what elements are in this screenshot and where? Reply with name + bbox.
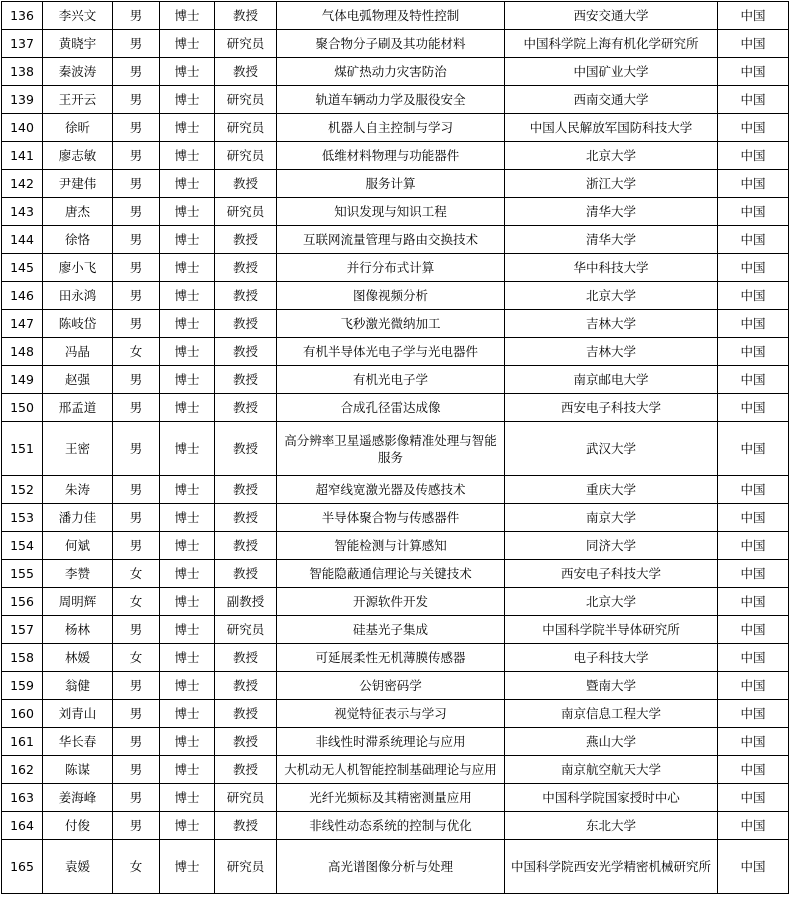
gender-cell: 男 <box>113 282 160 310</box>
gender-cell: 男 <box>113 812 160 840</box>
gender-cell: 女 <box>113 644 160 672</box>
table-row <box>2 756 789 784</box>
country-cell: 中国 <box>718 728 789 756</box>
degree-cell: 博士 <box>160 254 215 282</box>
name-cell: 唐杰 <box>43 198 113 226</box>
degree-cell: 博士 <box>160 728 215 756</box>
gender-cell: 男 <box>113 728 160 756</box>
organization-cell: 清华大学 <box>505 226 718 254</box>
table-row <box>2 114 789 142</box>
degree-cell: 博士 <box>160 532 215 560</box>
country-cell: 中国 <box>718 504 789 532</box>
row-number-cell: 161 <box>2 728 43 756</box>
degree-cell: 博士 <box>160 560 215 588</box>
job-title-cell: 研究员 <box>215 114 277 142</box>
table-row <box>2 616 789 644</box>
row-number-cell: 143 <box>2 198 43 226</box>
job-title-cell: 教授 <box>215 728 277 756</box>
organization-cell: 南京大学 <box>505 504 718 532</box>
gender-cell: 男 <box>113 30 160 58</box>
degree-cell: 博士 <box>160 170 215 198</box>
table-row <box>2 338 789 366</box>
job-title-cell: 教授 <box>215 422 277 476</box>
name-cell: 翁健 <box>43 672 113 700</box>
table-row <box>2 644 789 672</box>
organization-cell: 吉林大学 <box>505 338 718 366</box>
organization-cell: 西安电子科技大学 <box>505 394 718 422</box>
row-number-cell: 136 <box>2 2 43 30</box>
job-title-cell: 教授 <box>215 560 277 588</box>
row-number-cell: 154 <box>2 532 43 560</box>
gender-cell: 男 <box>113 310 160 338</box>
table-row <box>2 226 789 254</box>
country-cell: 中国 <box>718 282 789 310</box>
research-field-cell: 视觉特征表示与学习 <box>277 700 505 728</box>
country-cell: 中国 <box>718 812 789 840</box>
research-field-cell: 低维材料物理与功能器件 <box>277 142 505 170</box>
degree-cell: 博士 <box>160 226 215 254</box>
table-row <box>2 170 789 198</box>
organization-cell: 重庆大学 <box>505 476 718 504</box>
country-cell: 中国 <box>718 756 789 784</box>
job-title-cell: 教授 <box>215 476 277 504</box>
name-cell: 付俊 <box>43 812 113 840</box>
degree-cell: 博士 <box>160 672 215 700</box>
research-field-cell: 互联网流量管理与路由交换技术 <box>277 226 505 254</box>
table-row <box>2 672 789 700</box>
name-cell: 何斌 <box>43 532 113 560</box>
table-row <box>2 812 789 840</box>
job-title-cell: 教授 <box>215 700 277 728</box>
organization-cell: 南京邮电大学 <box>505 366 718 394</box>
job-title-cell: 教授 <box>215 756 277 784</box>
organization-cell: 同济大学 <box>505 532 718 560</box>
research-field-cell: 高分辨率卫星遥感影像精准处理与智能服务 <box>277 422 505 476</box>
table-row <box>2 560 789 588</box>
degree-cell: 博士 <box>160 700 215 728</box>
name-cell: 李赞 <box>43 560 113 588</box>
degree-cell: 博士 <box>160 476 215 504</box>
gender-cell: 男 <box>113 114 160 142</box>
row-number-cell: 150 <box>2 394 43 422</box>
gender-cell: 男 <box>113 226 160 254</box>
name-cell: 华长春 <box>43 728 113 756</box>
table-row <box>2 784 789 812</box>
row-number-cell: 141 <box>2 142 43 170</box>
research-field-cell: 高光谱图像分析与处理 <box>277 840 505 894</box>
organization-cell: 西南交通大学 <box>505 86 718 114</box>
table-row <box>2 504 789 532</box>
degree-cell: 博士 <box>160 198 215 226</box>
row-number-cell: 157 <box>2 616 43 644</box>
research-field-cell: 光纤光频标及其精密测量应用 <box>277 784 505 812</box>
degree-cell: 博士 <box>160 338 215 366</box>
row-number-cell: 138 <box>2 58 43 86</box>
country-cell: 中国 <box>718 254 789 282</box>
gender-cell: 男 <box>113 672 160 700</box>
job-title-cell: 研究员 <box>215 30 277 58</box>
degree-cell: 博士 <box>160 30 215 58</box>
job-title-cell: 研究员 <box>215 840 277 894</box>
name-cell: 徐昕 <box>43 114 113 142</box>
organization-cell: 浙江大学 <box>505 170 718 198</box>
research-field-cell: 图像视频分析 <box>277 282 505 310</box>
organization-cell: 武汉大学 <box>505 422 718 476</box>
country-cell: 中国 <box>718 226 789 254</box>
row-number-cell: 159 <box>2 672 43 700</box>
degree-cell: 博士 <box>160 422 215 476</box>
job-title-cell: 教授 <box>215 2 277 30</box>
country-cell: 中国 <box>718 422 789 476</box>
table-row <box>2 476 789 504</box>
name-cell: 廖小飞 <box>43 254 113 282</box>
row-number-cell: 158 <box>2 644 43 672</box>
table-row <box>2 2 789 30</box>
row-number-cell: 155 <box>2 560 43 588</box>
organization-cell: 燕山大学 <box>505 728 718 756</box>
job-title-cell: 教授 <box>215 170 277 198</box>
name-cell: 廖志敏 <box>43 142 113 170</box>
organization-cell: 中国科学院西安光学精密机械研究所 <box>505 840 718 894</box>
gender-cell: 男 <box>113 504 160 532</box>
degree-cell: 博士 <box>160 756 215 784</box>
organization-cell: 中国科学院国家授时中心 <box>505 784 718 812</box>
name-cell: 陈谋 <box>43 756 113 784</box>
country-cell: 中国 <box>718 114 789 142</box>
table-row <box>2 142 789 170</box>
row-number-cell: 160 <box>2 700 43 728</box>
research-field-cell: 智能检测与计算感知 <box>277 532 505 560</box>
name-cell: 冯晶 <box>43 338 113 366</box>
table-row <box>2 394 789 422</box>
table-row <box>2 198 789 226</box>
gender-cell: 男 <box>113 198 160 226</box>
name-cell: 黄晓宇 <box>43 30 113 58</box>
name-cell: 杨林 <box>43 616 113 644</box>
name-cell: 周明辉 <box>43 588 113 616</box>
job-title-cell: 教授 <box>215 366 277 394</box>
research-field-cell: 半导体聚合物与传感器件 <box>277 504 505 532</box>
gender-cell: 男 <box>113 170 160 198</box>
row-number-cell: 145 <box>2 254 43 282</box>
organization-cell: 中国科学院半导体研究所 <box>505 616 718 644</box>
country-cell: 中国 <box>718 588 789 616</box>
country-cell: 中国 <box>718 198 789 226</box>
table-row <box>2 282 789 310</box>
degree-cell: 博士 <box>160 784 215 812</box>
country-cell: 中国 <box>718 86 789 114</box>
research-field-cell: 智能隐蔽通信理论与关键技术 <box>277 560 505 588</box>
organization-cell: 北京大学 <box>505 282 718 310</box>
research-field-cell: 并行分布式计算 <box>277 254 505 282</box>
row-number-cell: 156 <box>2 588 43 616</box>
degree-cell: 博士 <box>160 840 215 894</box>
job-title-cell: 研究员 <box>215 142 277 170</box>
row-number-cell: 140 <box>2 114 43 142</box>
row-number-cell: 144 <box>2 226 43 254</box>
job-title-cell: 教授 <box>215 672 277 700</box>
research-field-cell: 煤矿热动力灾害防治 <box>277 58 505 86</box>
gender-cell: 男 <box>113 394 160 422</box>
research-field-cell: 有机半导体光电子学与光电器件 <box>277 338 505 366</box>
country-cell: 中国 <box>718 310 789 338</box>
name-cell: 林媛 <box>43 644 113 672</box>
row-number-cell: 152 <box>2 476 43 504</box>
organization-cell: 西安交通大学 <box>505 2 718 30</box>
organization-cell: 北京大学 <box>505 142 718 170</box>
job-title-cell: 教授 <box>215 310 277 338</box>
job-title-cell: 教授 <box>215 226 277 254</box>
degree-cell: 博士 <box>160 616 215 644</box>
job-title-cell: 教授 <box>215 812 277 840</box>
table-row <box>2 532 789 560</box>
organization-cell: 清华大学 <box>505 198 718 226</box>
gender-cell: 男 <box>113 784 160 812</box>
job-title-cell: 教授 <box>215 282 277 310</box>
research-field-cell: 合成孔径雷达成像 <box>277 394 505 422</box>
table-row <box>2 728 789 756</box>
job-title-cell: 副教授 <box>215 588 277 616</box>
country-cell: 中国 <box>718 784 789 812</box>
research-field-cell: 公钥密码学 <box>277 672 505 700</box>
name-cell: 李兴文 <box>43 2 113 30</box>
table-body <box>2 2 789 894</box>
table-row <box>2 30 789 58</box>
table-row <box>2 422 789 476</box>
row-number-cell: 162 <box>2 756 43 784</box>
table-row <box>2 58 789 86</box>
name-cell: 袁媛 <box>43 840 113 894</box>
research-field-cell: 飞秒激光微纳加工 <box>277 310 505 338</box>
degree-cell: 博士 <box>160 282 215 310</box>
job-title-cell: 教授 <box>215 394 277 422</box>
degree-cell: 博士 <box>160 394 215 422</box>
country-cell: 中国 <box>718 476 789 504</box>
gender-cell: 男 <box>113 366 160 394</box>
table-row <box>2 700 789 728</box>
research-field-cell: 服务计算 <box>277 170 505 198</box>
organization-cell: 中国矿业大学 <box>505 58 718 86</box>
gender-cell: 男 <box>113 422 160 476</box>
degree-cell: 博士 <box>160 644 215 672</box>
organization-cell: 吉林大学 <box>505 310 718 338</box>
country-cell: 中国 <box>718 700 789 728</box>
table-row <box>2 86 789 114</box>
job-title-cell: 研究员 <box>215 616 277 644</box>
name-cell: 姜海峰 <box>43 784 113 812</box>
row-number-cell: 149 <box>2 366 43 394</box>
country-cell: 中国 <box>718 58 789 86</box>
row-number-cell: 151 <box>2 422 43 476</box>
table-row <box>2 254 789 282</box>
degree-cell: 博士 <box>160 142 215 170</box>
job-title-cell: 研究员 <box>215 198 277 226</box>
table-row <box>2 588 789 616</box>
row-number-cell: 146 <box>2 282 43 310</box>
name-cell: 潘力佳 <box>43 504 113 532</box>
table-row <box>2 310 789 338</box>
research-field-cell: 硅基光子集成 <box>277 616 505 644</box>
research-field-cell: 超窄线宽激光器及传感技术 <box>277 476 505 504</box>
gender-cell: 女 <box>113 560 160 588</box>
job-title-cell: 教授 <box>215 504 277 532</box>
organization-cell: 电子科技大学 <box>505 644 718 672</box>
degree-cell: 博士 <box>160 366 215 394</box>
country-cell: 中国 <box>718 532 789 560</box>
organization-cell: 中国人民解放军国防科技大学 <box>505 114 718 142</box>
name-cell: 赵强 <box>43 366 113 394</box>
research-field-cell: 非线性时滞系统理论与应用 <box>277 728 505 756</box>
degree-cell: 博士 <box>160 58 215 86</box>
gender-cell: 男 <box>113 616 160 644</box>
research-field-cell: 非线性动态系统的控制与优化 <box>277 812 505 840</box>
row-number-cell: 142 <box>2 170 43 198</box>
gender-cell: 女 <box>113 840 160 894</box>
name-cell: 王开云 <box>43 86 113 114</box>
name-cell: 秦波涛 <box>43 58 113 86</box>
job-title-cell: 研究员 <box>215 784 277 812</box>
name-cell: 朱涛 <box>43 476 113 504</box>
degree-cell: 博士 <box>160 2 215 30</box>
name-cell: 陈岐岱 <box>43 310 113 338</box>
country-cell: 中国 <box>718 644 789 672</box>
gender-cell: 男 <box>113 86 160 114</box>
gender-cell: 男 <box>113 142 160 170</box>
degree-cell: 博士 <box>160 588 215 616</box>
research-field-cell: 开源软件开发 <box>277 588 505 616</box>
research-field-cell: 机器人自主控制与学习 <box>277 114 505 142</box>
name-cell: 尹建伟 <box>43 170 113 198</box>
job-title-cell: 教授 <box>215 532 277 560</box>
organization-cell: 北京大学 <box>505 588 718 616</box>
country-cell: 中国 <box>718 2 789 30</box>
job-title-cell: 教授 <box>215 58 277 86</box>
degree-cell: 博士 <box>160 504 215 532</box>
gender-cell: 女 <box>113 588 160 616</box>
table-row <box>2 366 789 394</box>
name-cell: 王密 <box>43 422 113 476</box>
gender-cell: 女 <box>113 338 160 366</box>
organization-cell: 西安电子科技大学 <box>505 560 718 588</box>
name-cell: 刘青山 <box>43 700 113 728</box>
gender-cell: 男 <box>113 2 160 30</box>
research-field-cell: 大机动无人机智能控制基础理论与应用 <box>277 756 505 784</box>
table-row <box>2 840 789 894</box>
organization-cell: 东北大学 <box>505 812 718 840</box>
degree-cell: 博士 <box>160 812 215 840</box>
job-title-cell: 教授 <box>215 644 277 672</box>
research-field-cell: 聚合物分子刷及其功能材料 <box>277 30 505 58</box>
country-cell: 中国 <box>718 366 789 394</box>
country-cell: 中国 <box>718 840 789 894</box>
country-cell: 中国 <box>718 616 789 644</box>
country-cell: 中国 <box>718 394 789 422</box>
gender-cell: 男 <box>113 58 160 86</box>
country-cell: 中国 <box>718 560 789 588</box>
degree-cell: 博士 <box>160 114 215 142</box>
row-number-cell: 153 <box>2 504 43 532</box>
organization-cell: 暨南大学 <box>505 672 718 700</box>
gender-cell: 男 <box>113 756 160 784</box>
row-number-cell: 139 <box>2 86 43 114</box>
research-field-cell: 知识发现与知识工程 <box>277 198 505 226</box>
gender-cell: 男 <box>113 700 160 728</box>
row-number-cell: 148 <box>2 338 43 366</box>
organization-cell: 南京航空航天大学 <box>505 756 718 784</box>
research-field-cell: 轨道车辆动力学及服役安全 <box>277 86 505 114</box>
research-field-cell: 有机光电子学 <box>277 366 505 394</box>
row-number-cell: 164 <box>2 812 43 840</box>
job-title-cell: 教授 <box>215 338 277 366</box>
research-field-cell: 气体电弧物理及特性控制 <box>277 2 505 30</box>
name-cell: 徐恪 <box>43 226 113 254</box>
organization-cell: 华中科技大学 <box>505 254 718 282</box>
gender-cell: 男 <box>113 532 160 560</box>
country-cell: 中国 <box>718 142 789 170</box>
degree-cell: 博士 <box>160 86 215 114</box>
job-title-cell: 教授 <box>215 254 277 282</box>
job-title-cell: 研究员 <box>215 86 277 114</box>
row-number-cell: 147 <box>2 310 43 338</box>
gender-cell: 男 <box>113 254 160 282</box>
organization-cell: 南京信息工程大学 <box>505 700 718 728</box>
research-field-cell: 可延展柔性无机薄膜传感器 <box>277 644 505 672</box>
row-number-cell: 165 <box>2 840 43 894</box>
awardee-table <box>1 1 789 894</box>
degree-cell: 博士 <box>160 310 215 338</box>
organization-cell: 中国科学院上海有机化学研究所 <box>505 30 718 58</box>
row-number-cell: 137 <box>2 30 43 58</box>
gender-cell: 男 <box>113 476 160 504</box>
row-number-cell: 163 <box>2 784 43 812</box>
country-cell: 中国 <box>718 672 789 700</box>
country-cell: 中国 <box>718 30 789 58</box>
country-cell: 中国 <box>718 170 789 198</box>
country-cell: 中国 <box>718 338 789 366</box>
name-cell: 田永鸿 <box>43 282 113 310</box>
name-cell: 邢孟道 <box>43 394 113 422</box>
